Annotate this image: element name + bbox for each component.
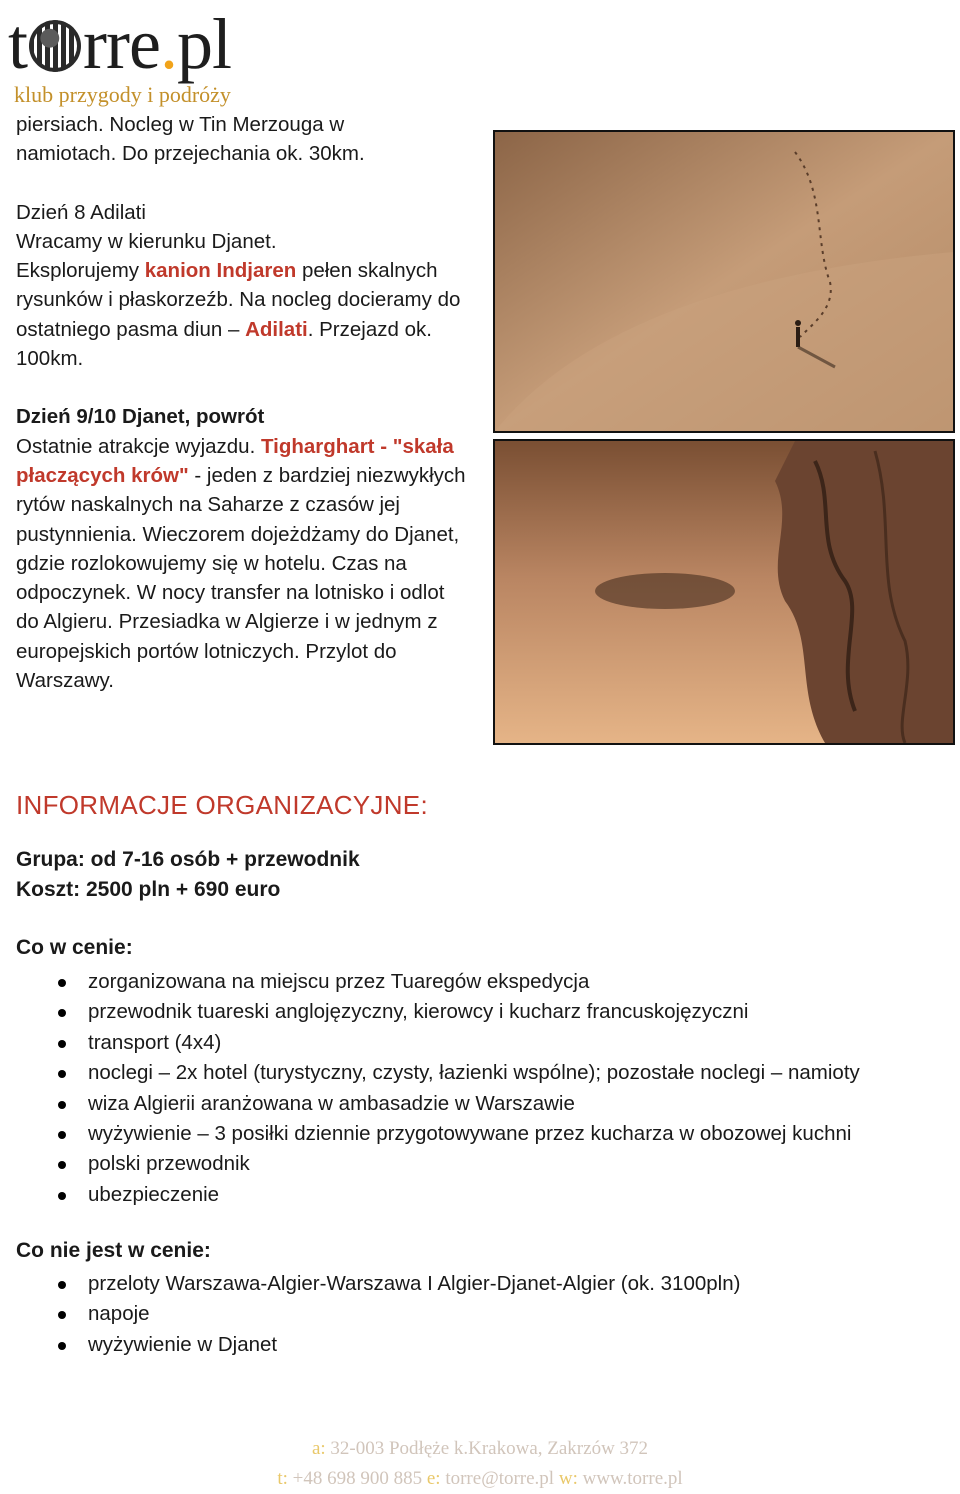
list-item: zorganizowana na miejscu przez Tuaregów ekspedycja [0, 967, 860, 997]
day8-paragraph: Wracamy w kierunku Djanet. Eksplorujemy kanion Indjaren pełen skalnych rysunków i płaskorzeźb. Na nocleg docieramy do ostatniego pasma diun – Adilati. Przejazd ok. 100km. [16, 229, 461, 371]
day9-paragraph: Ostatnie atrakcje wyjazdu. Tigharghart - "skała płaczących krów" - jeden z bardziej niezwykłych rytów naskalnych na Saharze z czasów jej pustynnienia. Wieczorem dojeżdżamy do Djanet, gdzie rozlokowujemy się w hotelu. Czas na odpoczynek. W nocy transfer na lotnisko i odlot do Algieru. Przesiadka w Algierze i w jednym z europejskich portów lotniczych. Przylot do Warszawy. [16, 434, 466, 693]
logo-tagline: klub przygody i podróży [14, 82, 231, 107]
list-item: polski przewodnik [0, 1149, 860, 1179]
list-item: wyżywienie w Djanet [0, 1330, 740, 1360]
highlight-kanion: kanion Indjaren [144, 259, 297, 283]
canyon-illustration [495, 441, 953, 743]
excluded-list [0, 1269, 740, 1360]
itinerary-column [16, 110, 486, 695]
list-item: wiza Algierii aranżowana w ambasadzie w Warszawie [0, 1089, 860, 1119]
logo-wordmark: t rre.pl [8, 4, 231, 84]
footer-contacts: t: +48 698 900 885 e: torre@torre.pl w: www.torre.pl [277, 1468, 683, 1489]
day9-title: Dzień 9/10 Djanet, powrót [16, 405, 265, 429]
info-section-title: INFORMACJE ORGANIZACYJNE: [16, 790, 428, 820]
included-title: Co w cenie: [16, 936, 133, 959]
rock-canyon-photo [493, 439, 955, 745]
list-item: noclegi – 2x hotel (turystyczny, czysty, łazienki wspólne); pozostałe noclegi – namioty [0, 1058, 860, 1088]
list-item: transport (4x4) [0, 1028, 860, 1058]
desert-dune-photo [493, 130, 955, 433]
list-item: wyżywienie – 3 posiłki dziennie przygotowywane przez kucharza w obozowej kuchni [0, 1119, 860, 1149]
highlight-adilati: Adilati [245, 317, 308, 341]
list-item: przewodnik tuareski anglojęzyczny, kierowcy i kucharz francuskojęzyczni [0, 997, 860, 1027]
day8-title: Dzień 8 Adilati [16, 200, 146, 224]
list-item: ubezpieczenie [0, 1180, 860, 1210]
footer-address: a: 32-003 Podłęże k.Krakowa, Zakrzów 372 [311, 1438, 649, 1459]
group-size: Grupa: od 7-16 osób + przewodnik [16, 848, 360, 871]
trip-cost: Koszt: 2500 pln + 690 euro [16, 878, 281, 901]
dune-illustration [495, 132, 953, 431]
excluded-title: Co nie jest w cenie: [16, 1239, 211, 1262]
list-item: napoje [0, 1299, 740, 1329]
torre-logo [8, 4, 328, 108]
globe-icon [29, 20, 81, 72]
list-item: przeloty Warszawa-Algier-Warszawa I Algier-Djanet-Algier (ok. 3100pln) [0, 1269, 740, 1299]
highlight-tigharghart: Tigharghart - "skała płaczących krów" [16, 434, 454, 487]
itinerary-intro: piersiach. Nocleg w Tin Merzouga w namiotach. Do przejechania ok. 30km. [16, 113, 365, 166]
included-list [0, 967, 860, 1210]
